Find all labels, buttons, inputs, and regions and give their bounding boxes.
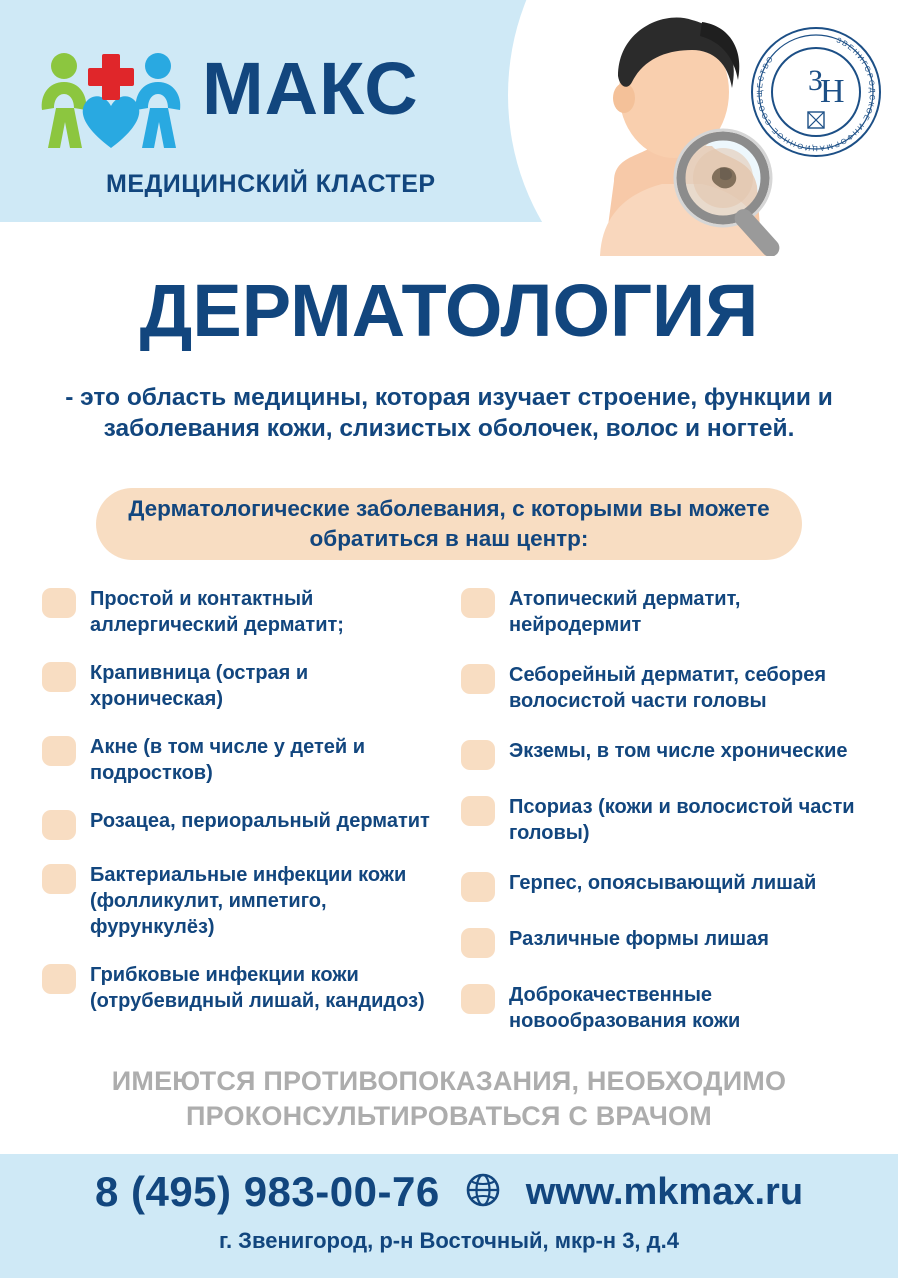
list-item-label: Доброкачественные новообразования кожи xyxy=(509,984,741,1032)
list-item xyxy=(42,734,443,786)
list-item-label: Грибковые инфекции кожи (отрубевидный лишай, кандидоз) xyxy=(90,964,425,1012)
list-item-label: Атопический дерматит, нейродермит xyxy=(509,588,741,636)
list-item xyxy=(461,870,862,902)
address-text: г. Звенигород, р-н Восточный, мкр-н 3, д.4 xyxy=(219,1228,679,1253)
disclaimer-text: ИМЕЮТСЯ ПРОТИВОПОКАЗАНИЯ, НЕОБХОДИМО ПРОКОНСУЛЬТИРОВАТЬСЯ С ВРАЧОМ xyxy=(111,1066,787,1131)
svg-text:Н: Н xyxy=(820,73,845,110)
logo-wordmark: МАКС xyxy=(202,47,419,130)
logo-tagline: МЕДИЦИНСКИЙ КЛАСТЕР xyxy=(106,170,436,198)
list-item-label: Экземы, в том числе хронические xyxy=(509,740,848,762)
list-item-label: Простой и контактный аллергический дерматит; xyxy=(90,588,344,636)
bullet-icon xyxy=(461,984,495,1014)
list-item-label: Крапивница (острая и хроническая) xyxy=(90,662,309,710)
conditions-column-left xyxy=(42,586,443,1058)
list-item-label: Бактериальные инфекции кожи (фолликулит, импетиго, фурункулёз) xyxy=(90,864,407,938)
list-item xyxy=(461,586,862,638)
bullet-icon xyxy=(42,736,76,766)
bullet-icon xyxy=(42,964,76,994)
list-item-label: Себорейный дерматит, себорея волосистой части головы xyxy=(509,664,827,712)
bullet-icon xyxy=(461,740,495,770)
section-ribbon xyxy=(96,488,802,560)
bullet-icon xyxy=(461,796,495,826)
list-item-label: Розацеа, периоральный дерматит xyxy=(90,810,430,832)
phone-number[interactable]: 8 (495) 983-00-76 xyxy=(94,1168,440,1215)
round-seal-icon xyxy=(748,24,884,160)
footer-band xyxy=(0,1154,898,1278)
list-item xyxy=(42,808,443,840)
bullet-icon xyxy=(461,872,495,902)
list-item xyxy=(42,862,443,940)
section-ribbon-text: Дерматологические заболевания, с которыми вы можете обратиться в наш центр: xyxy=(128,496,770,551)
list-item xyxy=(461,662,862,714)
bullet-icon xyxy=(42,810,76,840)
globe-icon xyxy=(466,1173,500,1212)
people-heart-cross-icon xyxy=(34,48,194,153)
bullet-icon xyxy=(42,864,76,894)
list-item-label: Герпес, опоясывающий лишай xyxy=(509,872,817,894)
subtitle: - это область медицины, которая изучает строение, функции и заболевания кожи, слизистых оболочек, волос и ногтей. xyxy=(65,384,833,442)
svg-text:З: З xyxy=(808,64,824,97)
conditions-lists xyxy=(42,586,862,1058)
bullet-icon xyxy=(461,928,495,958)
list-item xyxy=(461,738,862,770)
bullet-icon xyxy=(42,588,76,618)
list-item xyxy=(42,586,443,638)
logo[interactable] xyxy=(34,42,464,202)
bullet-icon xyxy=(461,664,495,694)
list-item-label: Различные формы лишая xyxy=(509,928,769,950)
footer-contacts xyxy=(0,1168,898,1216)
list-item xyxy=(461,982,862,1034)
conditions-column-right xyxy=(461,586,862,1058)
list-item xyxy=(461,926,862,958)
list-item-label: Акне (в том числе у детей и подростков) xyxy=(90,736,366,784)
list-item-label: Псориаз (кожи и волосистой части головы) xyxy=(509,796,855,844)
website-link[interactable]: www.mkmax.ru xyxy=(525,1170,804,1213)
bullet-icon xyxy=(42,662,76,692)
list-item xyxy=(42,660,443,712)
bullet-icon xyxy=(461,588,495,618)
page-title: ДЕРМАТОЛОГИЯ xyxy=(139,269,759,352)
list-item xyxy=(461,794,862,846)
list-item xyxy=(42,962,443,1014)
svg-text:ЗВЕНИГОРОДСКОЕ ИНФОРМАЦИОННОЕ: ЗВЕНИГОРОДСКОЕ ИНФОРМАЦИОННОЕ СООБЩЕСТВО xyxy=(754,35,878,154)
